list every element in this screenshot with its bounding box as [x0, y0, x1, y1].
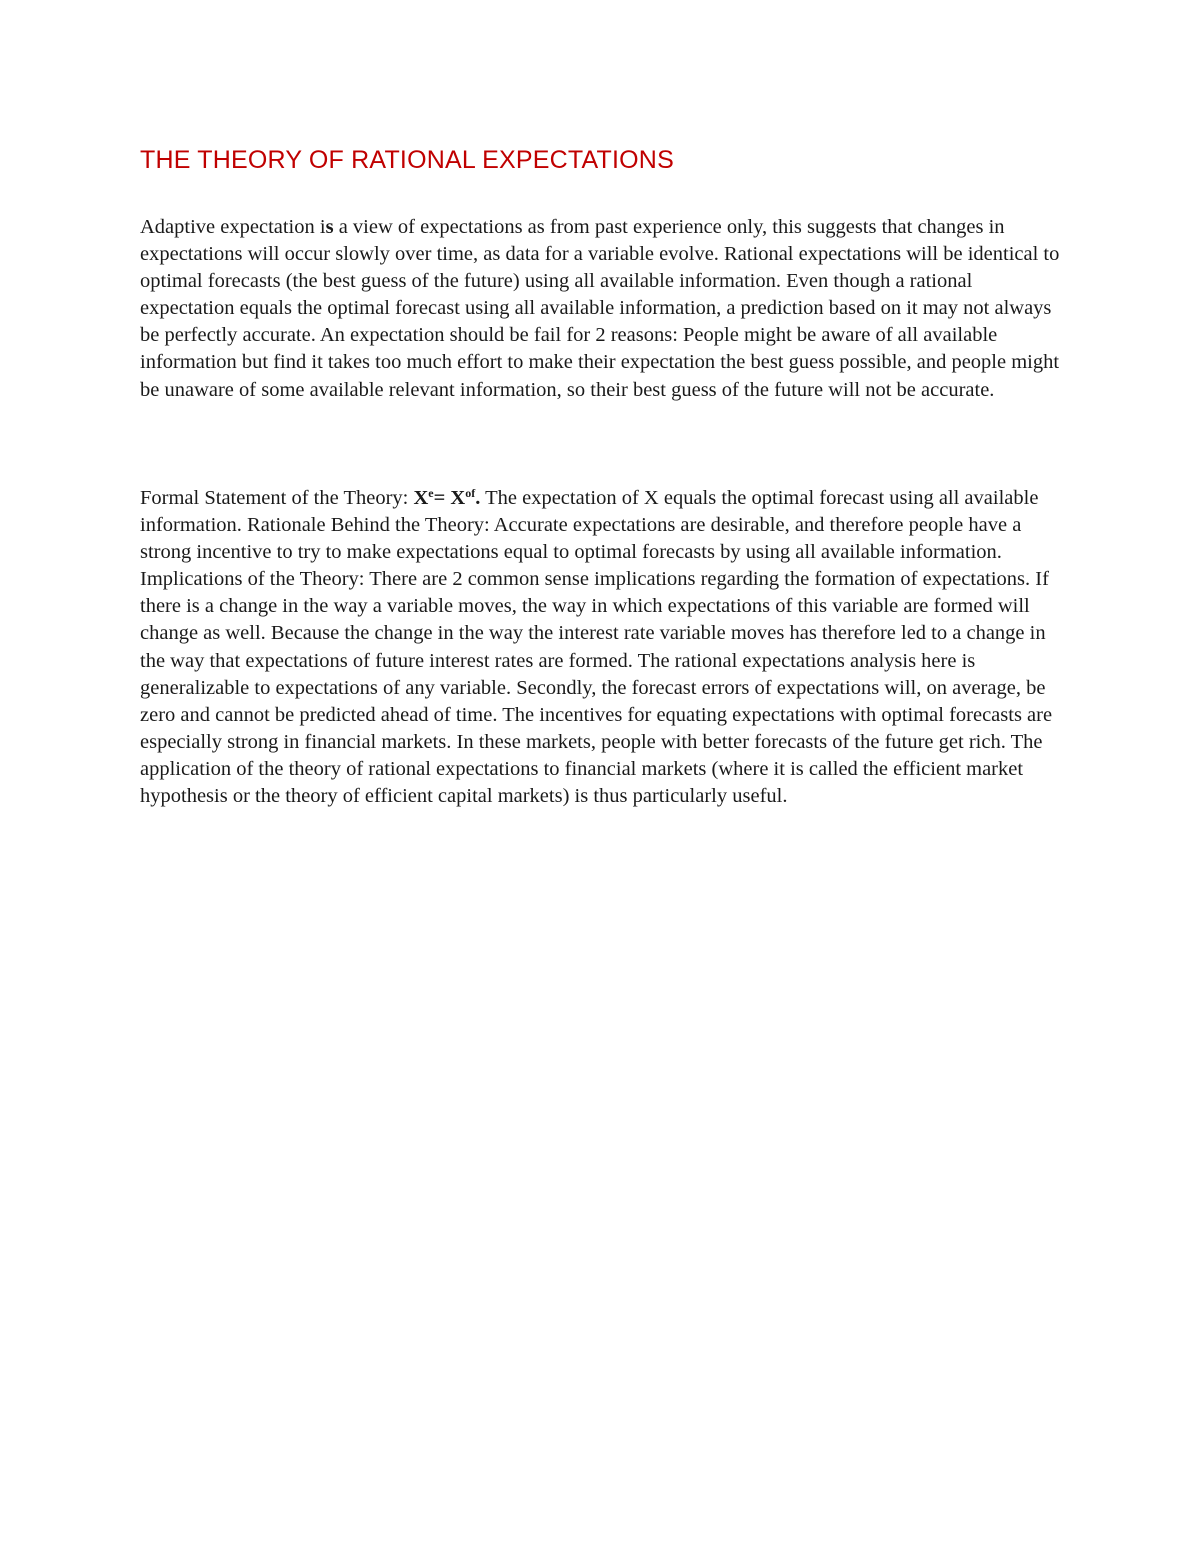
paragraph-2-lead: Formal Statement of the Theory: — [140, 487, 414, 509]
paragraph-formal-statement — [140, 485, 1062, 810]
formula — [413, 487, 480, 509]
paragraph-1-lead: Adaptive expectation i — [140, 216, 326, 238]
paragraph-adaptive-expectations — [140, 214, 1062, 404]
paragraph-1-bold-char: s — [325, 216, 334, 238]
formula-lhs-superscript: e — [428, 486, 434, 500]
formula-rhs-superscript: of — [465, 486, 476, 500]
formula-end: . — [475, 487, 481, 509]
formula-equals: = — [433, 487, 451, 509]
formula-rhs-base: X — [450, 487, 466, 509]
document-title: THE THEORY OF RATIONAL EXPECTATIONS — [140, 146, 674, 174]
paragraph-2-rest: The expectation of X equals the optimal forecast using all available information. Rationale Behind the Theory: Accurate expectations are desirable, and therefore people have a strong incentive to try to make expectations equal to optimal forecasts by using all available information. Implications of the Theory: There are 2 common sense implications regarding the formation of expectations. If there is a change in the way a variable moves, the way in which expectations of this variable are formed will change as well. Because the change in the way the interest rate variable moves has therefore led to a change in the way that expectations of future interest rates are formed. The rational expectations analysis here is generalizable to expectations of any variable. Secondly, the forecast errors of expectations will, on average, be zero and cannot be predicted ahead of time. The incentives for equating expectations with optimal forecasts are especially strong in financial markets. In these markets, people with better forecasts of the future get rich. The application of the theory of rational expectations to financial markets (where it is called the efficient market hypothesis or the theory of efficient capital markets) is thus particularly useful. — [140, 487, 1053, 808]
formula-lhs-base: X — [413, 487, 429, 509]
paragraph-1-rest: a view of expectations as from past experience only, this suggests that changes in expectations will occur slowly over time, as data for a variable evolve. Rational expectations will be identical to optimal forecasts (the best guess of the future) using all available information. Even though a rational expectation equals the optimal forecast using all available information, a prediction based on it may not always be perfectly accurate. An expectation should be fail for 2 reasons: People might be aware of all available information but find it takes too much effort to make their expectation the best guess possible, and people might be unaware of some available relevant information, so their best guess of the future will not be accurate. — [140, 216, 1060, 401]
